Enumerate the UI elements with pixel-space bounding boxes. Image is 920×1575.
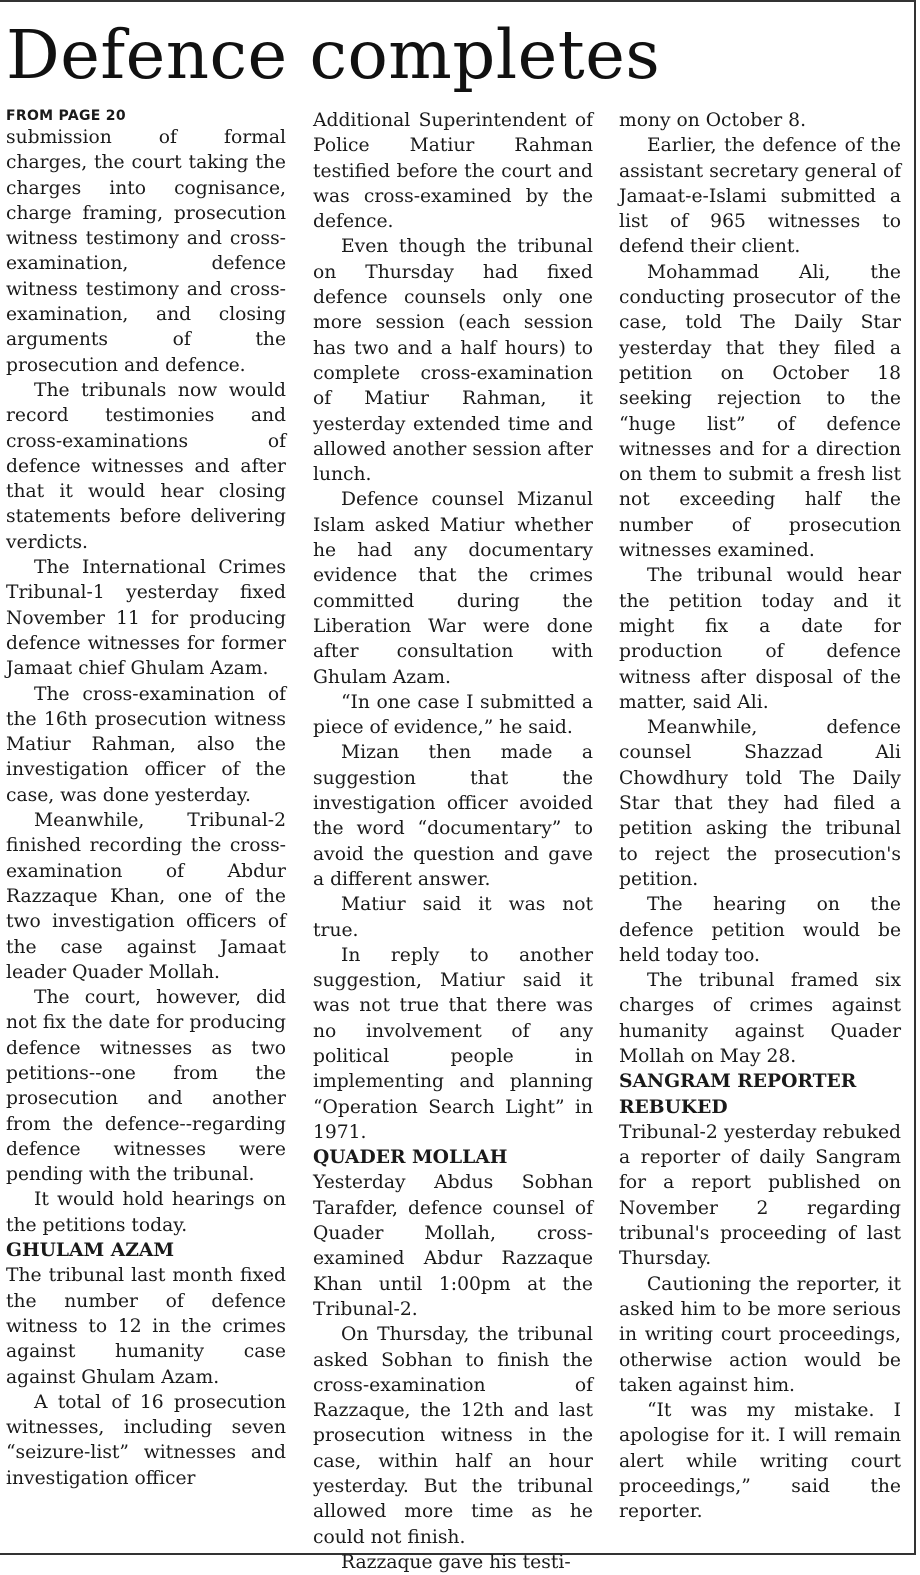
paragraph: Matiur said it was not true. [313,894,593,941]
paragraph: It would hold hearings on the petitions today. [6,1189,286,1236]
subhead-quader-mollah: QUADER MOLLAH [313,1146,508,1169]
headline: Defence completes [6,16,661,94]
paragraph: mony on October 8. [619,110,807,131]
paragraph: The tribunal last month fixed the number of defence witness to 12 in the crimes against humanity case against Ghulam Azam. [6,1265,286,1388]
paragraph: The International Crimes Tribunal-1 yesterday fixed November 11 for producing defence witnesses for former Jamaat chief Ghulam Azam. [6,557,286,680]
paragraph: The tribunals now would record testimonies and cross-examinations of defence witnesses and after that it would hear closing statements before delivering verdicts. [6,379,286,553]
paragraph: Razzaque gave his testi- [341,1551,571,1573]
column-1 [6,108,286,1548]
column-2 [313,108,593,1573]
subhead-ghulam-azam: GHULAM AZAM [6,1239,175,1262]
paragraph: Defence counsel Mizanul Islam asked Matiur whether he had any documentary evidence that the crimes committed during the Liberation War were done after consultation with Ghulam Azam. [313,489,593,688]
subhead-sangram-reporter-rebuked: SANGRAM REPORTER REBUKED [619,1070,857,1118]
paragraph: “In one case I submitted a piece of evidence,” he said. [313,691,593,739]
kicker: FROM PAGE 20 [6,108,126,124]
paragraph: On Thursday, the tribunal asked Sobhan to finish the cross-examination of Razzaque, the 12th and last prosecution witness in the case, within half an hour yesterday. But the tribunal allowed more time as he could not finish. [313,1324,593,1548]
paragraph: Mohammad Ali, the conducting prosecutor of the case, told The Daily Star yesterday that they filed a petition on October 18 seeking rejection to the “huge list” of defence witnesses and for a direction on them to submit a fresh list not exceeding half the number of prosecution witnesses examined. [619,261,901,562]
paragraph: Even though the tribunal on Thursday had fixed defence counsels only one more session (each session has two and a half hours) to complete cross-examination of Matiur Rahman, it yesterday extended time and allowed another session after lunch. [313,236,593,486]
paragraph: Earlier, the defence of the assistant secretary general of Jamaat-e-Islami submitted a list of 965 witnesses to defend their client. [619,135,901,258]
paragraph: The cross-examination of the 16th prosecution witness Matiur Rahman, also the investigation officer of the case, was done yesterday. [6,683,286,806]
paragraph: A total of 16 prosecution witnesses, including seven “seizure-list” witnesses and investigation officer [6,1391,286,1489]
paragraph: Mizan then made a suggestion that the investigation officer avoided the word “documentary” to avoid the question and gave a different answer. [313,742,593,890]
paragraph: In reply to another suggestion, Matiur said it was not true that there was no involvement of any political people in implementing and planning “Operation Search Light” in 1971. [313,944,593,1143]
paragraph: The court, however, did not fix the date for producing defence witnesses as two petitions--one from the prosecution and another from the defence--regarding defence witnesses were pending with the tribunal. [6,987,286,1186]
paragraph: Yesterday Abdus Sobhan Tarafder, defence counsel of Quader Mollah, cross-examined Abdur Razzaque Khan until 1:00pm at the Tribunal-2. [313,1172,593,1320]
paragraph: submission of formal charges, the court taking the charges into cognisance, charge framing, prosecution witness testimony and cross-examination, defence witness testimony and cross-examination, and closing arguments of the prosecution and defence. [6,127,286,376]
paragraph: “It was my mistake. I apologise for it. I will remain alert while writing court proceedings,” said the reporter. [619,1400,901,1523]
paragraph: Meanwhile, Tribunal-2 finished recording the cross-examination of Abdur Razzaque Khan, one of the two investigation officers of the case against Jamaat leader Quader Mollah. [6,810,286,983]
paragraph: Meanwhile, defence counsel Shazzad Ali Chowdhury told The Daily Star that they had filed a petition asking the tribunal to reject the prosecution's petition. [619,717,901,890]
paragraph: The tribunal would hear the petition today and it might fix a date for production of defence witness after disposal of the matter, said Ali. [619,565,901,713]
paragraph: The hearing on the defence petition would be held today too. [619,894,901,966]
paragraph: The tribunal framed six charges of crimes against humanity against Quader Mollah on May 28. [619,970,901,1067]
column-3 [619,108,901,1548]
paragraph: Tribunal-2 yesterday rebuked a reporter of daily Sangram for a report published on November 2 regarding tribunal's proceeding of last Thursday. [619,1121,901,1270]
paragraph: Additional Superintendent of Police Matiur Rahman testified before the court and was cross-examined by the defence. [313,110,593,233]
paragraph: Cautioning the reporter, it asked him to be more serious in writing court proceedings, otherwise action would be taken against him. [619,1273,901,1396]
